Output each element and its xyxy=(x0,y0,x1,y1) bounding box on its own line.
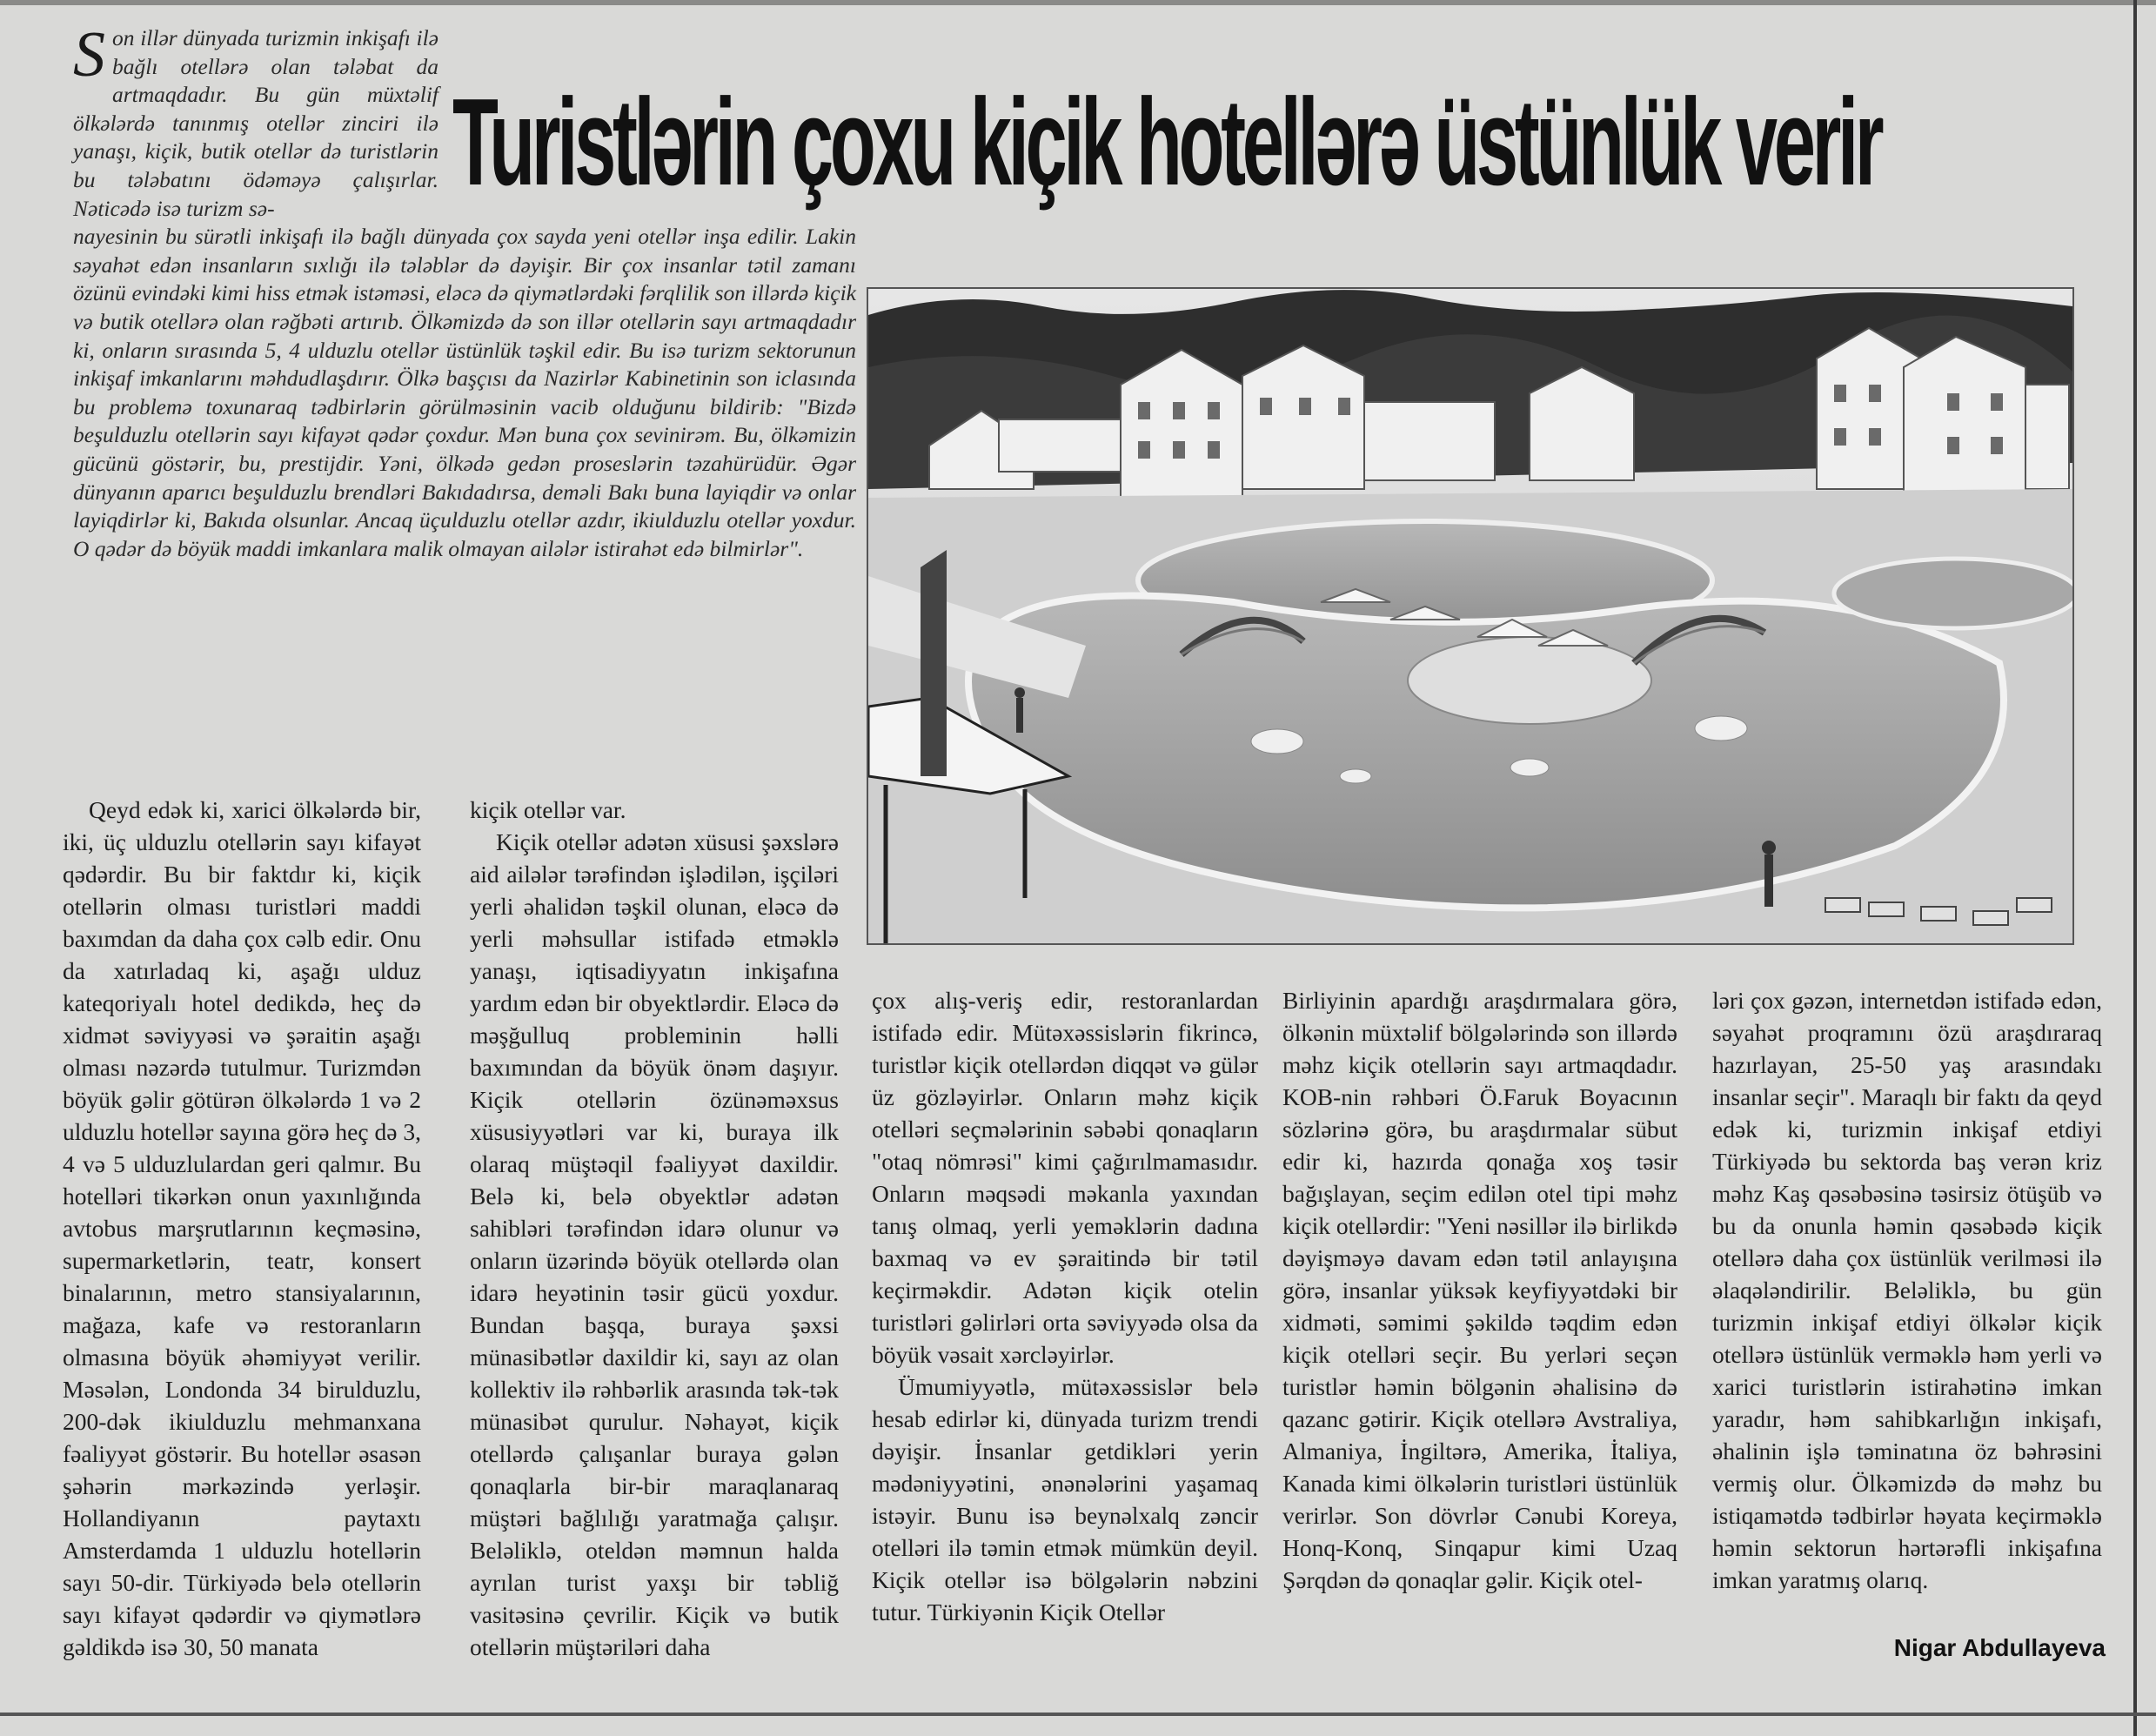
right-column-rule xyxy=(2133,0,2137,1736)
lead-text-top: on illər dünyada turizmin inkişafı ilə bağlı otellərə olan tələbat da artmaqdadır. Bu gün müxtəlif ölkələrdə tanınmış otellər zinciri ilə yanaşı, kiçik, butik otellər də turistlərin bu tələbatını ödəməyə çalışırlar. Nəticədə isə turizm sə- xyxy=(73,25,439,221)
column-4 xyxy=(1282,984,1677,1596)
lead-text-full: nayesinin bu sürətli inkişafı ilə bağlı dünyada çox sayda yeni otellər inşa edilir. Lakin səyahət edən insanların sıxlığı ilə tələblər də dəyişir. Bir çox insanlar tətil zamanı özünü evindəki kimi hiss etmək istəməsi, eləcə də qiymətlərdəki fərqlilik son illərdə kiçik və butik otellərə olan rəğbəti artırıb. Ölkəmizdə də son illər otellərin sayı artmaqdadır ki, onların sırasında 5, 4 ulduzlu otellər üstünlük təşkil edir. Bu isə turizm sektorunun inkişaf imkanlarını məhdudlaşdırır. Ölkə başçısı da Nazirlər Kabinetinin son iclasında bu problemə toxunaraq tədbirlərin görülməsinin vacib olduğunu bildirib: "Bizdə beşulduzlu otellərin sayı kifayət qədər çoxdur. Mən buna çox sevinirəm. Bu, ölkəmizin gücünü göstərir, bu, prestijdir. Yəni, ölkədə gedən proseslərin təzahürüdür. Əgər dünyanın aparıcı beşulduzlu brendləri Bakıdadırsa, deməli Bakı buna layiqdir və onlar layiqdirlər ki, Bakıda olsunlar. Ancaq üçulduzlu otellər azdır, ikiulduzlu otellər yoxdur. O qədər də böyük maddi imkanlara malik olmayan ailələr istirahət edə bilmirlər". xyxy=(73,224,856,561)
column-2-text: Kiçik otellər adətən xüsusi şəxslərə aid ailələr tərəfindən işlədilən, işçiləri yerli əhalidən təşkil olunan, eləcə də yerli məhsullar istifadə etməklə yanaşı, iqtisadiyyatın inkişafına yardım edən bir obyektlərdir. Eləcə də məşğulluq probleminin həlli baxımından da böyük önəm daşıyır. Kiçik otellərin özünəməxsus xüsusiyyətləri var ki, buraya ilk olaraq müştəqil fəaliyyət daxildir. Belə ki, belə obyektlər adətən sahibləri tərəfindən idarə olunur və onların üzərində böyük otellərdə olan idarə heyətinin təsir gücü yoxdur. Bundan başqa, buraya şəxsi münasibətlər daxildir ki, sayı az olan kollektiv ilə rəhbərlik arasında tək-tək münasibət qurulur. Nəhayət, kiçik otellərdə çalışanlar buraya gələn qonaqlarla bir-bir maraqlanaraq müştəri bağlılığı yaratmağa çalışır. Beləliklə, oteldən məmnun halda ayrılan turist yaxşı bir təbliğ vasitəsinə çevrilir. Kiçik və butik otellərin müştəriləri daha xyxy=(470,828,839,1660)
bottom-rule xyxy=(0,1713,2156,1716)
resort-photo xyxy=(867,287,2074,945)
drop-cap: S xyxy=(73,19,105,90)
lead-top-block xyxy=(73,19,439,223)
author-byline: Nigar Abdullayeva xyxy=(1893,1634,2106,1661)
column-3 xyxy=(872,984,1258,1628)
column-2-continuation: kiçik otellər var. xyxy=(470,796,626,823)
top-rule xyxy=(0,0,2156,5)
column-5-text: ləri çox gəzən, internetdən istifadə edən, səyahət proqramını özü araşdıraraq hazırlayan, 25-50 yaş arasındakı insanlar seçir". Maraqlı bir faktı da qeyd edək ki, turizmin inkişaf etdiyi Türkiyədə bu sektorda baş verən kriz məhz Kaş qəsəbəsinə təsirsiz ötüşüb və bu da onunla həmin qəsəbədə kiçik otellərə daha çox üstünlük verilməsi ilə əlaqələndirilir. Beləliklə, bu gün turizmin inkişaf etdiyi ölkələr kiçik otellərə üstünlük verməklə həm yerli və xarici turistlərin istirahətinə imkan yaradır, həm sahibkarlığın inkişafı, əhalinin işlə təminatına öz bəhrəsini vermiş olur. Ölkəmizdə də məhz bu istiqamətdə tədbirlər həyata keçirməklə həmin sektorun hərtərəfli inkişafına imkan yaratmış olarıq. xyxy=(1712,987,2102,1593)
lead-paragraph xyxy=(73,19,856,563)
column-5 xyxy=(1712,984,2102,1596)
column-2 xyxy=(470,794,839,1663)
column-3-text-b: Ümumiyyətlə, mütəxəssislər belə hesab edirlər ki, dünyada turizm trendi dəyişir. İnsanlar getdikləri yerin mədəniyyətini, ənənələrini yaşamaq istəyir. Bunu isə beynəlxalq zəncir otelləri ilə təmin etmək mümkün deyil. Kiçik otellər isə bölgələrin nəbzini tutur. Türkiyənin Kiçik Otellər xyxy=(872,1373,1258,1625)
column-3-text: çox alış-veriş edir, restoranlardan istifadə edir. Mütəxəssislərin fikrincə, turistlər kiçik otellərdən diqqət və gülər üz gözləyirlər. Onların məhz kiçik otelləri seçmələrinin səbəbi qonaqların "otaq nömrəsi" kimi çağırılmamasıdır. Onların məqsədi məkanla yaxından tanış olmaq, yerli yeməklərin dadına baxmaq və ev şəraitində bir tətil keçirməkdir. Adətən kiçik otelin turistləri gəlirləri orta səviyyədə olsa da böyük vəsait xərcləyirlər. xyxy=(872,987,1258,1368)
lead-full-block xyxy=(73,223,856,563)
column-4-text: Birliyinin apardığı araşdırmalara görə, ölkənin müxtəlif bölgələrində son illərdə məhz kiçik otellərin sayı artmaqdadır. KOB-nin rəhbəri Ö.Faruk Boyacının sözlərinə görə, bu araşdırmalar sübut edir ki, hazırda qonağa xoş təsir bağışlayan, seçim edilən otel tipi məhz kiçik otellərdir: "Yeni nəsillər ilə birlikdə dəyişməyə davam edən tətil anlayışına görə, insanlar yüksək keyfiyyətdəki bir xidməti, səmimi şəkildə təqdim edən kiçik otelləri seçir. Bu yerləri seçən turistlər həmin bölgənin əhalisinə də qazanc gətirir. Kiçik otellərə Avstraliya, Almaniya, İngiltərə, Amerika, İtaliya, Kanada kimi ölkələrin turistləri üstünlük verirlər. Son dövrlər Cənubi Koreya, Honq-Konq, Sinqapur kimi Uzaq Şərqdən də qonaqlar gəlir. Kiçik otel- xyxy=(1282,987,1677,1593)
headline: Turistlərin çoxu kiçik hotellərə üstünlük verir xyxy=(452,73,1881,211)
column-1 xyxy=(63,794,421,1663)
column-1-text: Qeyd edək ki, xarici ölkələrdə bir, iki, üç ulduzlu otellərin sayı kifayət qədərdir. Bu bir faktdır ki, kiçik otellərin olması turistləri maddi baxımdan da daha çox cəlb edir. Onu da xatırladaq ki, aşağı ulduz kateqoriyalı hotel dedikdə, heç də xidmət səviyyəsi və şəraitin aşağı olması nəzərdə tutulmur. Turizmdən böyük gəlir götürən ölkələrdə 1 və 2 ulduzlu hotellər sayına görə heç də 3, 4 və 5 ulduzlulardan geri qalmır. Bu hotelləri tikərkən onun yaxınlığında avtobus marşrutlarının keçməsinə, supermarketlərin, teatr, konsert binalarının, metro stansiyalarının, mağaza, kafe və restoranların olmasına böyük əhəmiyyət verilir. Məsələn, Londonda 34 birulduzlu, 200-dək ikiulduzlu mehmanxana fəaliyyət göstərir. Bu hotellər əsasən şəhərin mərkəzində yerləşir. Hollandiyanın paytaxtı Amsterdamda 1 ulduzlu hotellərin sayı 50-dir. Türkiyədə belə otellərin sayı kifayət qədərdir və qiymətlərə gəldikdə isə 30, 50 manata xyxy=(63,796,421,1660)
resort-pool-illustration xyxy=(868,289,2072,943)
